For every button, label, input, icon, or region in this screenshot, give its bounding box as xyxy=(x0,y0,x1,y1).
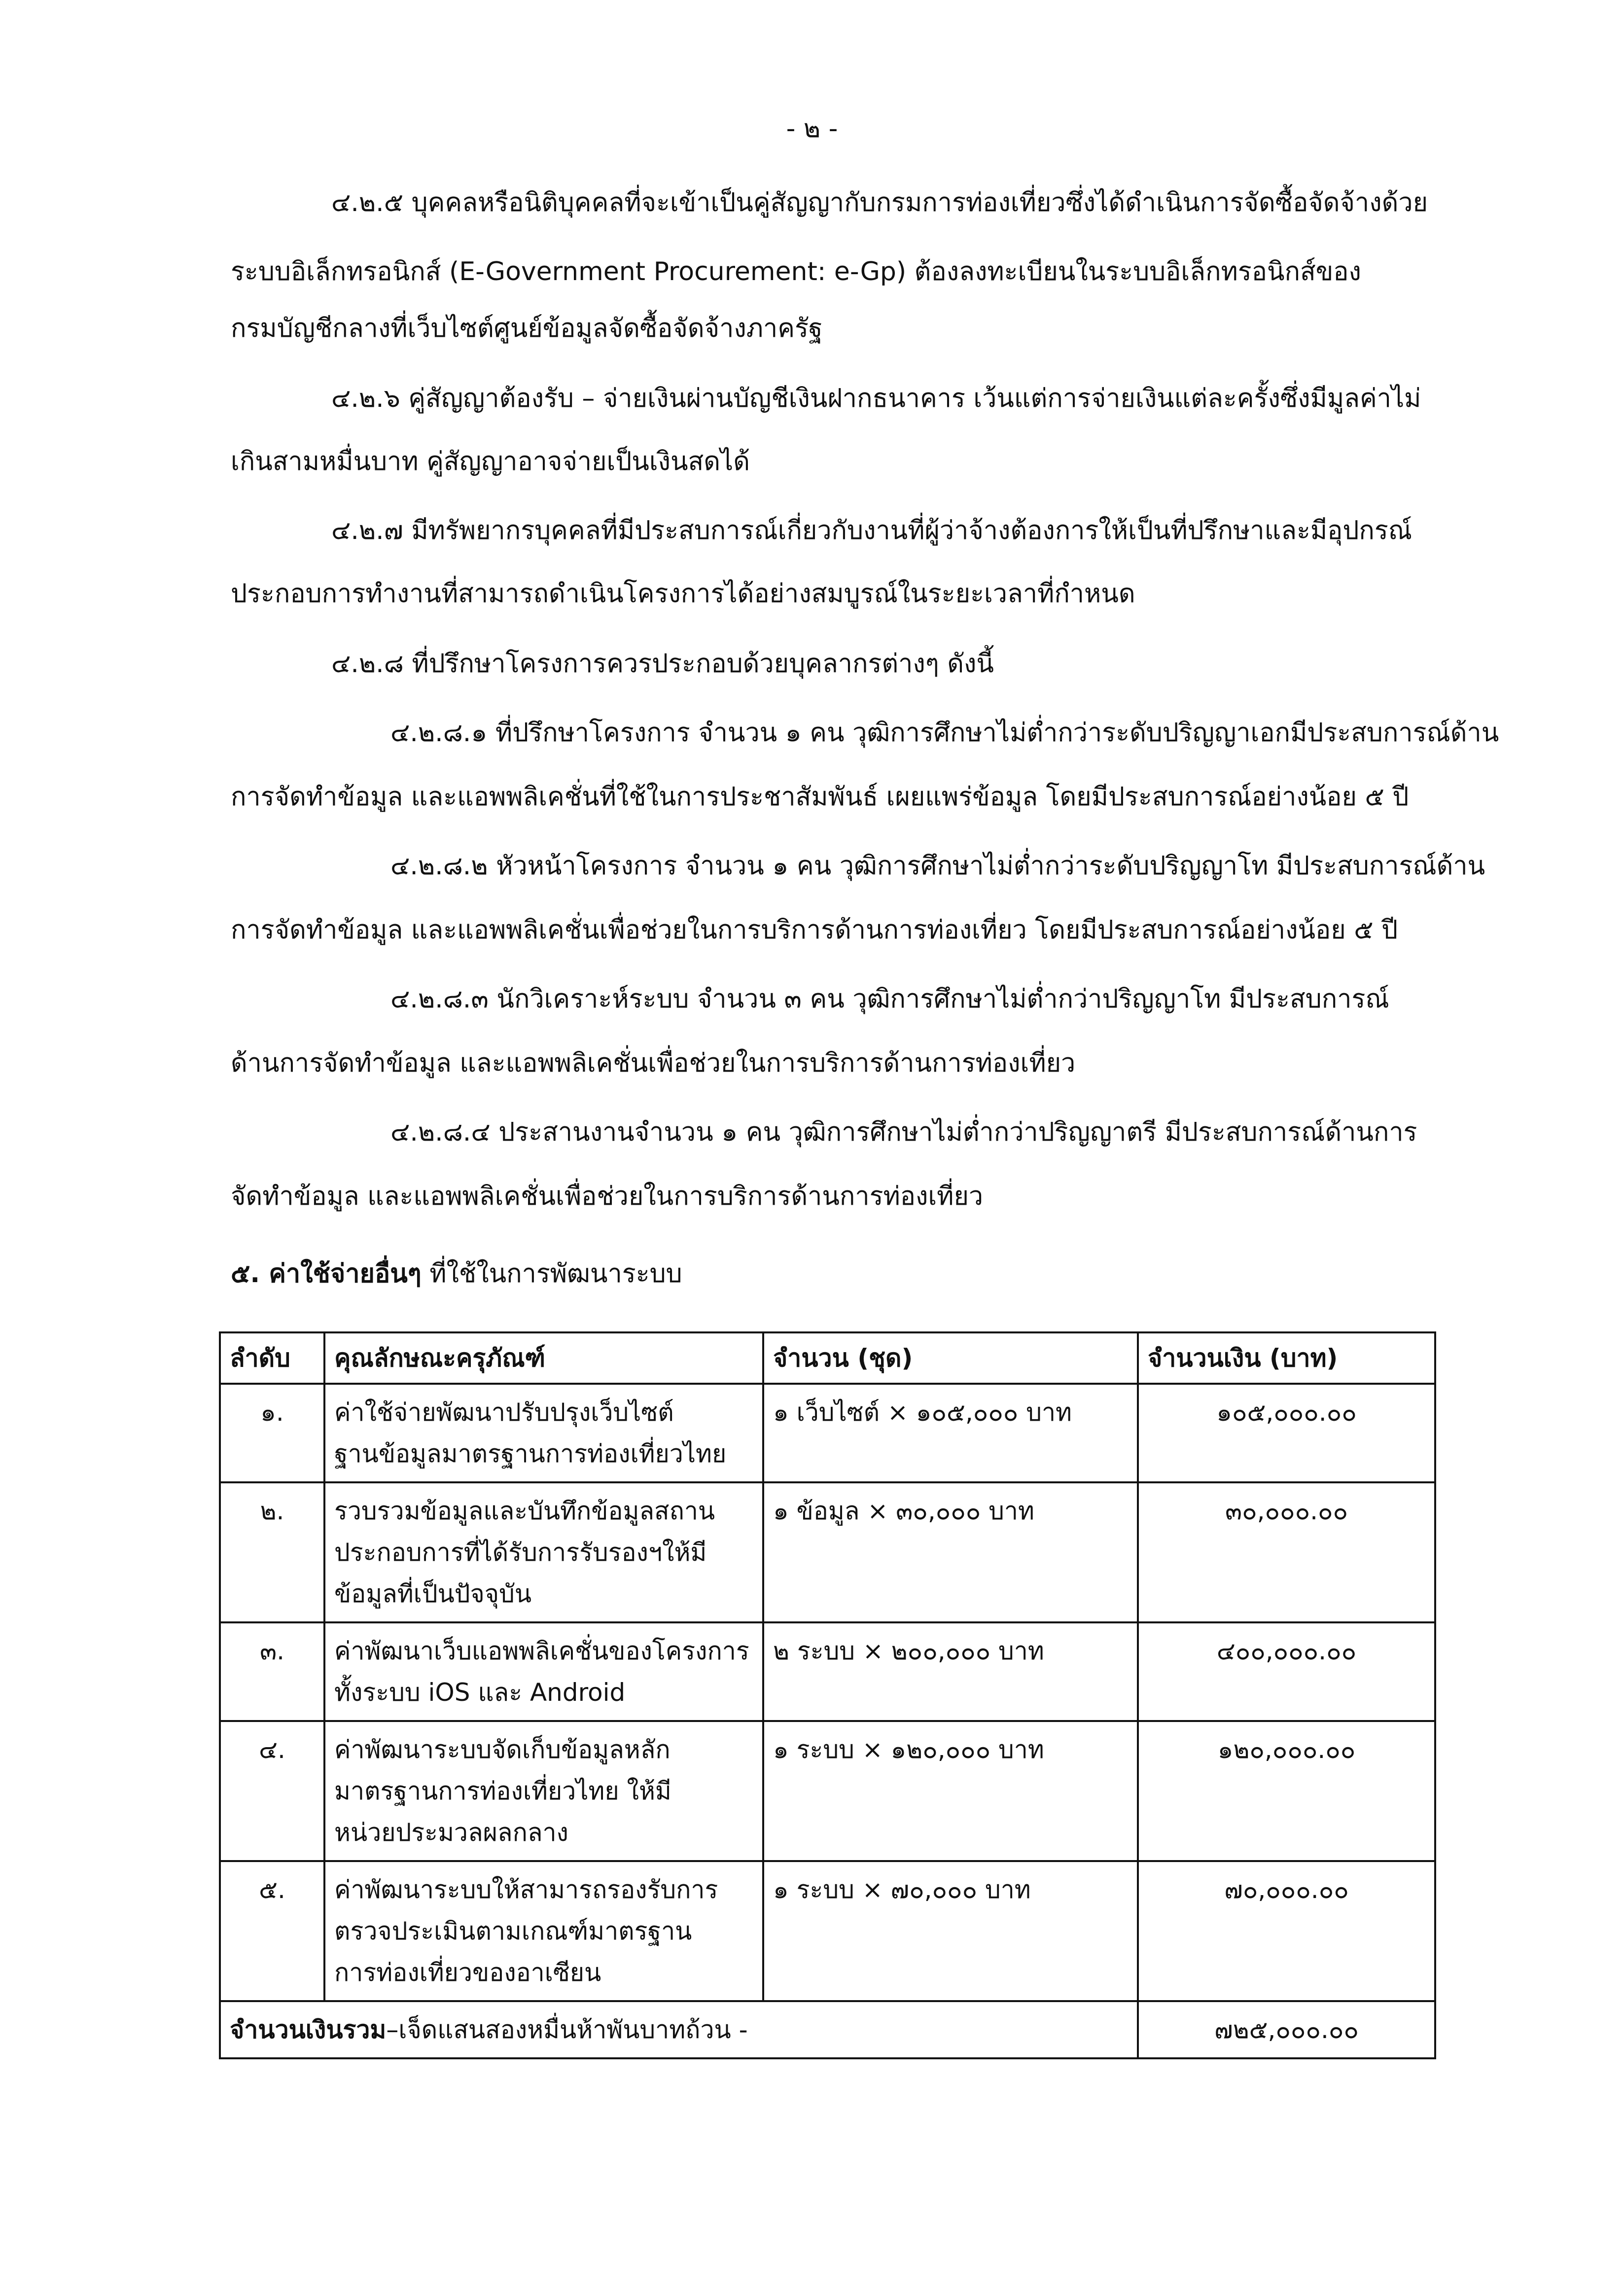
paragraph-4-2-8-4-line-1: ๔.๒.๘.๔ ประสานงานจำนวน ๑ คน วุฒิการศึกษาไม่ต่ำกว่าปริญญาตรี มีประสบการณ์ด้านการ xyxy=(390,1117,1417,1147)
expense-table xyxy=(219,1331,1436,2059)
table-row xyxy=(220,1861,1435,2001)
row-quantity: ๑ เว็บไซต์ × ๑๐๕,๐๐๐ บาท xyxy=(763,1384,1138,1482)
row-description-line: การท่องเที่ยวของอาเซียน xyxy=(334,1958,601,1987)
row-description-line: ค่าพัฒนาเว็บแอพพลิเคชั่นของโครงการ xyxy=(334,1637,749,1665)
row-description-line: ค่าใช้จ่ายพัฒนาปรับปรุงเว็บไซต์ xyxy=(334,1398,674,1427)
header-sequence: ลำดับ xyxy=(220,1332,324,1384)
row-description-line: มาตรฐานการท่องเที่ยวไทย ให้มี xyxy=(334,1777,671,1805)
section-5-heading-rest: ที่ใช้ในการพัฒนาระบบ xyxy=(421,1259,682,1289)
total-amount: ๗๒๕,๐๐๐.๐๐ xyxy=(1138,2001,1435,2058)
row-sequence: ๕. xyxy=(220,1861,324,2001)
header-amount: จำนวนเงิน (บาท) xyxy=(1138,1332,1435,1384)
row-sequence: ๔. xyxy=(220,1721,324,1861)
row-sequence: ๓. xyxy=(220,1622,324,1721)
row-description-line: ค่าพัฒนาระบบให้สามารถรองรับการ xyxy=(334,1875,718,1904)
table-total-row xyxy=(220,2001,1435,2058)
row-amount: ๓๐,๐๐๐.๐๐ xyxy=(1138,1482,1435,1622)
row-quantity: ๑ ระบบ × ๗๐,๐๐๐ บาท xyxy=(763,1861,1138,2001)
row-quantity: ๑ ระบบ × ๑๒๐,๐๐๐ บาท xyxy=(763,1721,1138,1861)
total-label: จำนวนเงินรวม xyxy=(230,2015,387,2044)
table-row xyxy=(220,1721,1435,1861)
row-description xyxy=(324,1721,763,1861)
row-description xyxy=(324,1482,763,1622)
table-row xyxy=(220,1384,1435,1482)
paragraph-4-2-8-1-line-2: การจัดทำข้อมูล และแอพพลิเคชั่นที่ใช้ในการประชาสัมพันธ์ เผยแพร่ข้อมูล โดยมีประสบการณ์อย่างน้อย ๕ ปี xyxy=(231,782,1409,812)
paragraph-4-2-8-4-line-2: จัดทำข้อมูล และแอพพลิเคชั่นเพื่อช่วยในการบริการด้านการท่องเที่ยว xyxy=(231,1182,984,1211)
row-amount: ๑๒๐,๐๐๐.๐๐ xyxy=(1138,1721,1435,1861)
paragraph-4-2-8-3-line-2: ด้านการจัดทำข้อมูล และแอพพลิเคชั่นเพื่อช่วยในการบริการด้านการท่องเที่ยว xyxy=(231,1048,1076,1078)
paragraph-4-2-5-line-3: กรมบัญชีกลางที่เว็บไซต์ศูนย์ข้อมูลจัดซื้อจัดจ้างภาครัฐ xyxy=(231,314,823,343)
row-description-line: ค่าพัฒนาระบบจัดเก็บข้อมูลหลัก xyxy=(334,1735,671,1764)
row-description-line: หน่วยประมวลผลกลาง xyxy=(334,1818,568,1847)
paragraph-4-2-5-line-1: ๔.๒.๕ บุคคลหรือนิติบุคคลที่จะเข้าเป็นคู่สัญญากับกรมการท่องเที่ยวซึ่งได้ดำเนินการจัดซื้อจัดจ้างด้วย xyxy=(331,188,1428,217)
row-description xyxy=(324,1622,763,1721)
section-5-heading xyxy=(231,1253,682,1293)
total-description xyxy=(220,2001,1138,2058)
header-description: คุณลักษณะครุภัณฑ์ xyxy=(324,1332,763,1384)
paragraph-4-2-5-line-2: ระบบอิเล็กทรอนิกส์ (E-Government Procurement: e-Gp) ต้องลงทะเบียนในระบบอิเล็กทรอนิกส์ของ xyxy=(231,257,1361,287)
paragraph-4-2-7-line-1: ๔.๒.๗ มีทรัพยากรบุคคลที่มีประสบการณ์เกี่ยวกับงานที่ผู้ว่าจ้างต้องการให้เป็นที่ปรึกษาและมีอุปกรณ์ xyxy=(331,516,1412,545)
paragraph-4-2-8-2-line-2: การจัดทำข้อมูล และแอพพลิเคชั่นเพื่อช่วยในการบริการด้านการท่องเที่ยว โดยมีประสบการณ์อย่างน้อย ๕ ปี xyxy=(231,915,1398,945)
row-description-line: ทั้งระบบ iOS และ Android xyxy=(334,1678,626,1707)
paragraph-4-2-6-line-1: ๔.๒.๖ คู่สัญญาต้องรับ – จ่ายเงินผ่านบัญชีเงินฝากธนาคาร เว้นแต่การจ่ายเงินแต่ละครั้งซึ่งมีมูลค่าไม่ xyxy=(331,384,1421,413)
row-description-line: รวบรวมข้อมูลและบันทึกข้อมูลสถาน xyxy=(334,1497,715,1525)
paragraph-4-2-8-line-1: ๔.๒.๘ ที่ปรึกษาโครงการควรประกอบด้วยบุคลากรต่างๆ ดังนี้ xyxy=(331,649,994,679)
row-amount: ๔๐๐,๐๐๐.๐๐ xyxy=(1138,1622,1435,1721)
section-5-heading-bold: ๕. ค่าใช้จ่ายอื่นๆ xyxy=(231,1259,422,1289)
table-row xyxy=(220,1622,1435,1721)
row-description-line: ฐานข้อมูลมาตรฐานการท่องเที่ยวไทย xyxy=(334,1439,727,1468)
row-description xyxy=(324,1384,763,1482)
paragraph-4-2-8-2-line-1: ๔.๒.๘.๒ หัวหน้าโครงการ จำนวน ๑ คน วุฒิการศึกษาไม่ต่ำกว่าระดับปริญญาโท มีประสบการณ์ด้าน xyxy=(390,851,1485,881)
row-amount: ๑๐๕,๐๐๐.๐๐ xyxy=(1138,1384,1435,1482)
row-sequence: ๒. xyxy=(220,1482,324,1622)
row-description xyxy=(324,1861,763,2001)
row-quantity: ๒ ระบบ × ๒๐๐,๐๐๐ บาท xyxy=(763,1622,1138,1721)
paragraph-4-2-8-3-line-1: ๔.๒.๘.๓ นักวิเคราะห์ระบบ จำนวน ๓ คน วุฒิการศึกษาไม่ต่ำกว่าปริญญาโท มีประสบการณ์ xyxy=(390,984,1389,1014)
row-quantity: ๑ ข้อมูล × ๓๐,๐๐๐ บาท xyxy=(763,1482,1138,1622)
row-description-line: ตรวจประเมินตามเกณฑ์มาตรฐาน xyxy=(334,1917,692,1945)
row-description-line: ข้อมูลที่เป็นปัจจุบัน xyxy=(334,1579,532,1608)
row-sequence: ๑. xyxy=(220,1384,324,1482)
table-row xyxy=(220,1482,1435,1622)
paragraph-4-2-8-1-line-1: ๔.๒.๘.๑ ที่ปรึกษาโครงการ จำนวน ๑ คน วุฒิการศึกษาไม่ต่ำกว่าระดับปริญญาเอกมีประสบการณ์ด้าน xyxy=(390,718,1499,748)
row-amount: ๗๐,๐๐๐.๐๐ xyxy=(1138,1861,1435,2001)
paragraph-4-2-7-line-2: ประกอบการทำงานที่สามารถดำเนินโครงการได้อย่างสมบูรณ์ในระยะเวลาที่กำหนด xyxy=(231,579,1135,609)
header-quantity: จำนวน (ชุด) xyxy=(763,1332,1138,1384)
total-text: –เจ็ดแสนสองหมื่นห้าพันบาทถ้วน - xyxy=(386,2015,748,2044)
paragraph-4-2-6-line-2: เกินสามหมื่นบาท คู่สัญญาอาจจ่ายเป็นเงินสดได้ xyxy=(231,447,750,476)
row-description-line: ประกอบการที่ได้รับการรับรองฯให้มี xyxy=(334,1538,707,1567)
table-header-row xyxy=(220,1332,1435,1384)
page-number: - ๒ - xyxy=(786,114,838,144)
